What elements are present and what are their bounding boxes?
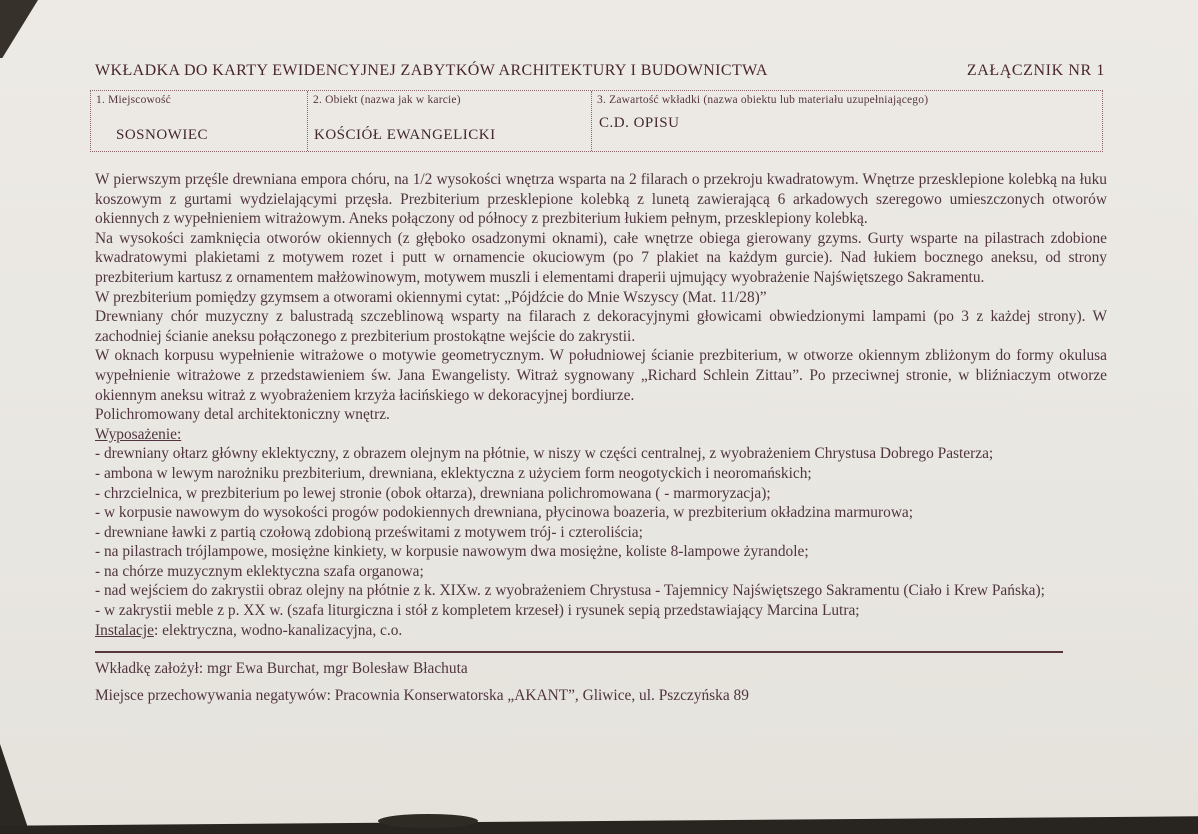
form-fields-table (90, 90, 1103, 152)
equipment-item: - nad wejściem do zakrystii obraz olejny na płótnie z k. XIXw. z wyobrażeniem Chrystusa - Tajemnicy Najświętszego Sakramentu (Ciało i Krew Pańska); (95, 582, 1045, 600)
field-object-label: 2. Obiekt (nazwa jak w karcie) (313, 94, 461, 106)
equipment-item: - na chórze muzycznym eklektyczna szafa organowa; (95, 562, 424, 580)
field-object (307, 91, 591, 151)
installations-label: Instalacje (95, 621, 154, 639)
description-paragraph: W prezbiterium pomiędzy gzymsem a otworami okiennymi cytat: „Pójdźcie do Mnie Wszyscy (Mat. 11/28)” (95, 288, 767, 306)
equipment-item: - chrzcielnica, w prezbiterium po lewej stronie (obok ołtarza), drewniana polichromowana ( - marmoryzacja); (95, 484, 771, 502)
divider-line (95, 651, 1063, 653)
description-paragraph: W pierwszym przęśle drewniana empora chóru, na 1/2 wysokości wnętrza wsparta na 2 filarach o przekroju kwadratowym. Wnętrze przesklepione kolebką na łuku koszowym z gurtami wydzielającymi przęsła. Prezbiterium przesklepione kolebką z lunetą zawierającą 6 arkadowych szeregowo umieszczonych otworów okiennych z wypełnieniem witrażowym. Aneks połączony od północy z prezbiterium łukiem pełnym, przesklepiony kolebką. (95, 171, 1107, 228)
equipment-heading (95, 425, 1107, 445)
equipment-item: - w zakrystii meble z p. XX w. (szafa liturgiczna i stół z kompletem krzeseł) i rysunek sepią przedstawiający Marcina Lutra; (95, 602, 860, 620)
footer-created-by: Wkładkę założył: mgr Ewa Burchat, mgr Bolesław Błachuta (95, 660, 468, 678)
page-title: WKŁADKA DO KARTY EWIDENCYJNEJ ZABYTKÓW ARCHITEKTURY I BUDOWNICTWA (95, 62, 768, 79)
field-contents-value: C.D. OPISU (599, 115, 680, 131)
scan-artifact-bottom-edge (0, 816, 1198, 834)
installations-line (95, 621, 1107, 641)
description-paragraph: W oknach korpusu wypełnienie witrażowe o motywie geometrycznym. W południowej ścianie prezbiterium, w otworze okiennym zbliżonym do formy okulusa wypełnienie witrażowe z przedstawieniem św. Jana Ewangelisty. Witraż sygnowany „Richard Schlein Zittau”. Po przeciwnej stronie, w bliźniaczym otworze okiennym aneksu witraż z wyobrażeniem krzyża łacińskiego w dekoracyjnej bordiurze. (95, 347, 1107, 404)
field-locality-value: SOSNOWIEC (116, 127, 209, 143)
installations-value: : elektryczna, wodno-kanalizacyjna, c.o. (153, 621, 403, 639)
scan-artifact-top-left (0, 0, 38, 58)
description-paragraph: Drewniany chór muzyczny z balustradą szczeblinową wsparty na filarach z dekoracyjnymi głowicami obwiedzionymi lampami (po 3 z każdej strony). W zachodniej ścianie aneksu połączonego z prezbiterium prostokątne wejście do zakrystii. (95, 308, 1107, 345)
description-paragraph: Na wysokości zamknięcia otworów okiennych (z głęboko osadzonymi oknami), całe wnętrze obiega gierowany gzyms. Gurty wsparte na pilastrach zdobione kwadratowymi plakietami z motywem rozet i putt w ornamencie okuciowym (po 7 plakiet na każdym gurcie). Nad łukiem bocznego aneksu, od strony prezbiterium kartusz z ornamentem małżowinowym, motywem muszli i elementami draperii ujmujący wyobrażenie Najświętszego Sakramentu. (95, 229, 1107, 286)
equipment-item: - w korpusie nawowym do wysokości progów podokiennych drewniana, płycinowa boazeria, w prezbiterium okładzina marmurowa; (95, 504, 914, 522)
document-header (95, 62, 1105, 80)
annex-number-label: ZAŁĄCZNIK NR 1 (966, 62, 1105, 79)
field-contents-label: 3. Zawartość wkładki (nazwa obiektu lub materiału uzupełniającego) (597, 94, 929, 106)
description-paragraph: Polichromowany detal architektoniczny wnętrz. (95, 406, 390, 424)
equipment-item: - drewniany ołtarz główny eklektyczny, z obrazem olejnym na płótnie, w niszy w części centralnej, z wyobrażeniem Chrystusa Dobrego Pasterza; (95, 445, 994, 463)
scan-artifact-blob (378, 814, 478, 828)
equipment-item: - drewniane ławki z partią czołową zdobioną prześwitami z motywem trój- i czteroliścia; (95, 523, 643, 541)
equipment-item: - na pilastrach trójlampowe, mosiężne kinkiety, w korpusie nawowym dwa mosiężne, koliste 8-lampowe żyrandole; (95, 543, 809, 561)
field-object-value: KOŚCIÓŁ EWANGELICKI (314, 127, 496, 143)
field-locality (91, 91, 307, 151)
field-contents (591, 91, 1102, 151)
field-locality-label: 1. Miejscowość (96, 94, 171, 106)
scan-artifact-bottom-left (0, 744, 30, 834)
footer-negatives-location: Miejsce przechowywania negatywów: Pracownia Konserwatorska „AKANT”, Gliwice, ul. Pszczyńska 89 (95, 687, 749, 705)
description-body (95, 170, 1107, 707)
equipment-item: - ambona w lewym narożniku prezbiterium, drewniana, eklektyczna z użyciem form neogotyckich i neoromańskich; (95, 464, 812, 482)
equipment-heading-text: Wyposażenie: (95, 425, 182, 443)
